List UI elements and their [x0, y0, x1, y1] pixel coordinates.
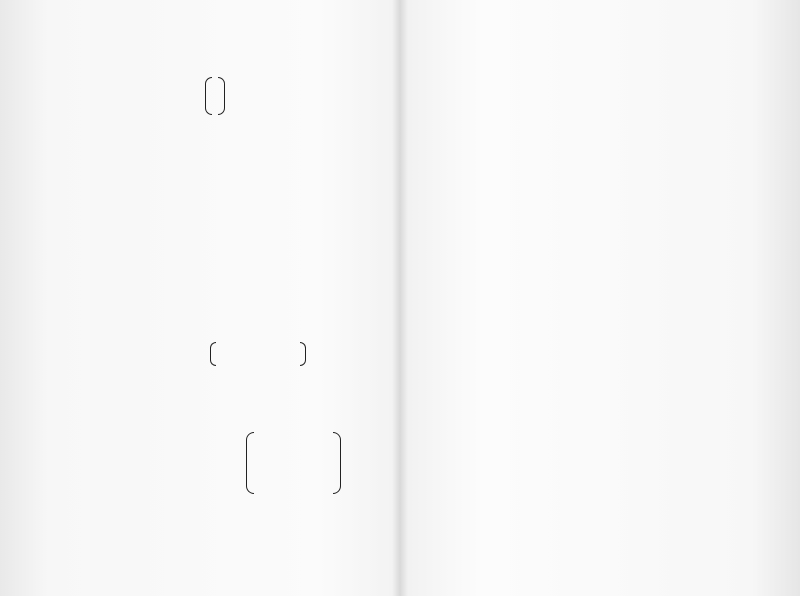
- row-bracket-right: [300, 342, 306, 366]
- matrix-bracket-right: [333, 432, 341, 494]
- vector-bracket-left: [205, 77, 212, 115]
- matrix-bracket-left: [246, 432, 254, 494]
- row-bracket-left: [210, 342, 216, 366]
- vector-bracket-right: [218, 77, 225, 115]
